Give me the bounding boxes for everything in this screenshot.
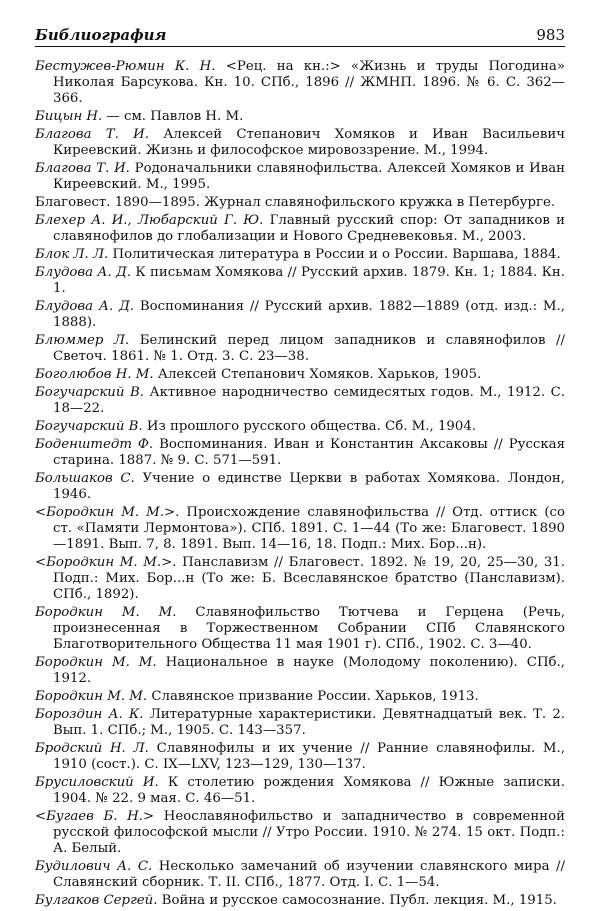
- entry-text: Национальное в науке (Молодому поколению). СПб., 1912.: [53, 655, 565, 686]
- entry-text: Воспоминания. Иван и Константин Аксаковы // Русская старина. 1887. № 9. С. 571—591.: [53, 437, 565, 468]
- entry-author: <Бородкин М. М.>.: [35, 505, 180, 520]
- entry-text: Война и русское самосознание. Публ. лекция. М., 1915.: [157, 893, 557, 908]
- bibliography-entry: [35, 689, 565, 705]
- entry-author: Большаков С.: [35, 471, 135, 486]
- entry-text: Учение о единстве Церкви в работах Хомякова. Лондон, 1946.: [53, 471, 565, 502]
- bibliography-entry: [35, 385, 565, 417]
- bibliography-entry: [35, 265, 565, 297]
- bibliography-entry: [35, 741, 565, 773]
- entry-author: Благова Т. И.: [35, 127, 149, 142]
- entry-text: К столетию рождения Хомякова // Южные записки. 1904. № 22. 9 мая. С. 46—51.: [53, 775, 565, 806]
- entry-text: Родоначальники славянофильства. Алексей Хомяков и Иван Киреевский. М., 1995.: [53, 161, 565, 192]
- bibliography-entry: [35, 859, 565, 891]
- entry-author: Боголюбов Н. М.: [35, 367, 154, 382]
- bibliography-entry: [35, 367, 565, 383]
- bibliography-entry: [35, 893, 565, 909]
- bibliography-entry: [35, 333, 565, 365]
- page-number: 983: [536, 26, 565, 44]
- bibliography-entry: [35, 655, 565, 687]
- entry-text: Активное народничество семидесятых годов. М., 1912. С. 18—22.: [53, 385, 565, 416]
- entry-text: Славянофилы и их учение // Ранние славянофилы. М., 1910 (сост.). С. IX—LXV, 123—129, 130—137.: [53, 741, 565, 772]
- bibliography-entry: [35, 109, 565, 125]
- entry-text: Панславизм // Благовест. 1892. № 19, 20, 25—30, 31. Подп.: Мих. Бор...н (То же: Б. Всеславянское братство (Панславизм). СПб., 1892).: [53, 555, 565, 602]
- bibliography-entry: [35, 59, 565, 107]
- entry-author: Блудова А. Д.: [35, 265, 132, 280]
- entry-text: Алексей Степанович Хомяков. Харьков, 1905.: [153, 367, 482, 382]
- entry-author: Бицын Н.: [35, 109, 103, 124]
- bibliography-entry: [35, 213, 565, 245]
- entry-text: <Рец. на кн.:> «Жизнь и труды Погодина» Николая Барсукова. Кн. 10. СПб., 1896 // ЖМНП. 1896. № 6. С. 362—366.: [53, 59, 565, 106]
- entry-text: — см. Павлов Н. М.: [102, 109, 244, 124]
- bibliography-entry: [35, 161, 565, 193]
- entry-author: Богучарский В.: [35, 385, 144, 400]
- entry-author: Блехер А. И., Любарский Г. Ю.: [35, 213, 264, 228]
- entry-author: Боденштедт Ф.: [35, 437, 154, 452]
- entry-author: Будилович А. С.: [35, 859, 153, 874]
- bibliography-entry: [35, 505, 565, 553]
- bibliography-entry: [35, 555, 565, 603]
- bibliography-entry: [35, 247, 565, 263]
- header-title: Библиография: [35, 26, 167, 44]
- bibliography-entry: [35, 707, 565, 739]
- entry-text: Алексей Степанович Хомяков и Иван Васильевич Киреевский. Жизнь и философское мировоззрение. М., 1994.: [53, 127, 565, 158]
- bibliography-list: [35, 59, 565, 909]
- entry-text: К письмам Хомякова // Русский архив. 1879. Кн. 1; 1884. Кн. 1.: [53, 265, 565, 296]
- bibliography-entry: [35, 809, 565, 857]
- bibliography-entry: [35, 437, 565, 469]
- entry-author: Брусиловский И.: [35, 775, 159, 790]
- entry-text: Из прошлого русского общества. Сб. М., 1904.: [142, 419, 477, 434]
- entry-author: Бородкин М. М.: [35, 689, 148, 704]
- entry-author: <Бугаев Б. Н.>: [35, 809, 155, 824]
- bibliography-entry: [35, 195, 565, 211]
- entry-text: Несколько замечаний об изучении славянского мира // Славянский сборник. Т. II. СПб., 1877. Отд. I. С. 1—54.: [53, 859, 565, 890]
- entry-text: Благовест. 1890—1895. Журнал славянофильского кружка в Петербурге.: [35, 195, 556, 210]
- page: [35, 26, 565, 911]
- entry-text: Белинский перед лицом западников и славянофилов // Светоч. 1861. № 1. Отд. 3. С. 23—38.: [53, 333, 565, 364]
- entry-author: Блок Л. Л.: [35, 247, 109, 262]
- entry-author: Бородкин М. М.: [35, 605, 177, 620]
- entry-author: Блюммер Л.: [35, 333, 130, 348]
- bibliography-entry: [35, 127, 565, 159]
- entry-text: Неославянофильство и западничество в современной русской философской мысли // Утро России. 1910. № 274. 15 окт. Подп.: А. Белый.: [53, 809, 566, 856]
- entry-author: Бродский Н. Л.: [35, 741, 149, 756]
- running-header: [35, 26, 565, 47]
- bibliography-entry: [35, 605, 565, 653]
- entry-author: Булгаков Сергей.: [35, 893, 158, 908]
- entry-text: Главный русский спор: От западников и славянофилов до глобализации и Нового Средневековья. М., 2003.: [53, 213, 565, 244]
- entry-text: Воспоминания // Русский архив. 1882—1889 (отд. изд.: М., 1888).: [53, 299, 565, 330]
- entry-author: Бестужев-Рюмин К. Н.: [35, 59, 216, 74]
- entry-text: Славянофильство Тютчева и Герцена (Речь, произнесенная в Торжественном Собрании СПб Славянского Благотворительного Общества 11 мая 1901 г). СПб., 1902. С. 3—40.: [53, 605, 565, 652]
- entry-author: Бороздин А. К.: [35, 707, 144, 722]
- bibliography-entry: [35, 419, 565, 435]
- entry-author: <Бородкин М. М.>.: [35, 555, 177, 570]
- bibliography-entry: [35, 775, 565, 807]
- entry-text: Политическая литература в России и о России. Варшава, 1884.: [108, 247, 561, 262]
- bibliography-entry: [35, 299, 565, 331]
- bibliography-entry: [35, 471, 565, 503]
- entry-text: Происхождение славянофильства // Отд. оттиск (со ст. «Памяти Лермонтова»). СПб. 1891. С. 1—44 (То же: Благовест. 1890—1891. Вып. 7, 8. 1891. Вып. 14—16, 18. Подп.: Мих. Бор...н).: [53, 505, 565, 552]
- entry-author: Богучарский В.: [35, 419, 143, 434]
- entry-author: Благова Т. И.: [35, 161, 130, 176]
- entry-author: Бородкин М. М.: [35, 655, 157, 670]
- entry-text: Славянское призвание России. Харьков, 1913.: [147, 689, 479, 704]
- entry-author: Блудова А. Д.: [35, 299, 135, 314]
- entry-text: Литературные характеристики. Девятнадцатый век. Т. 2. Вып. 1. СПб.; М., 1905. С. 143—357.: [53, 707, 565, 738]
